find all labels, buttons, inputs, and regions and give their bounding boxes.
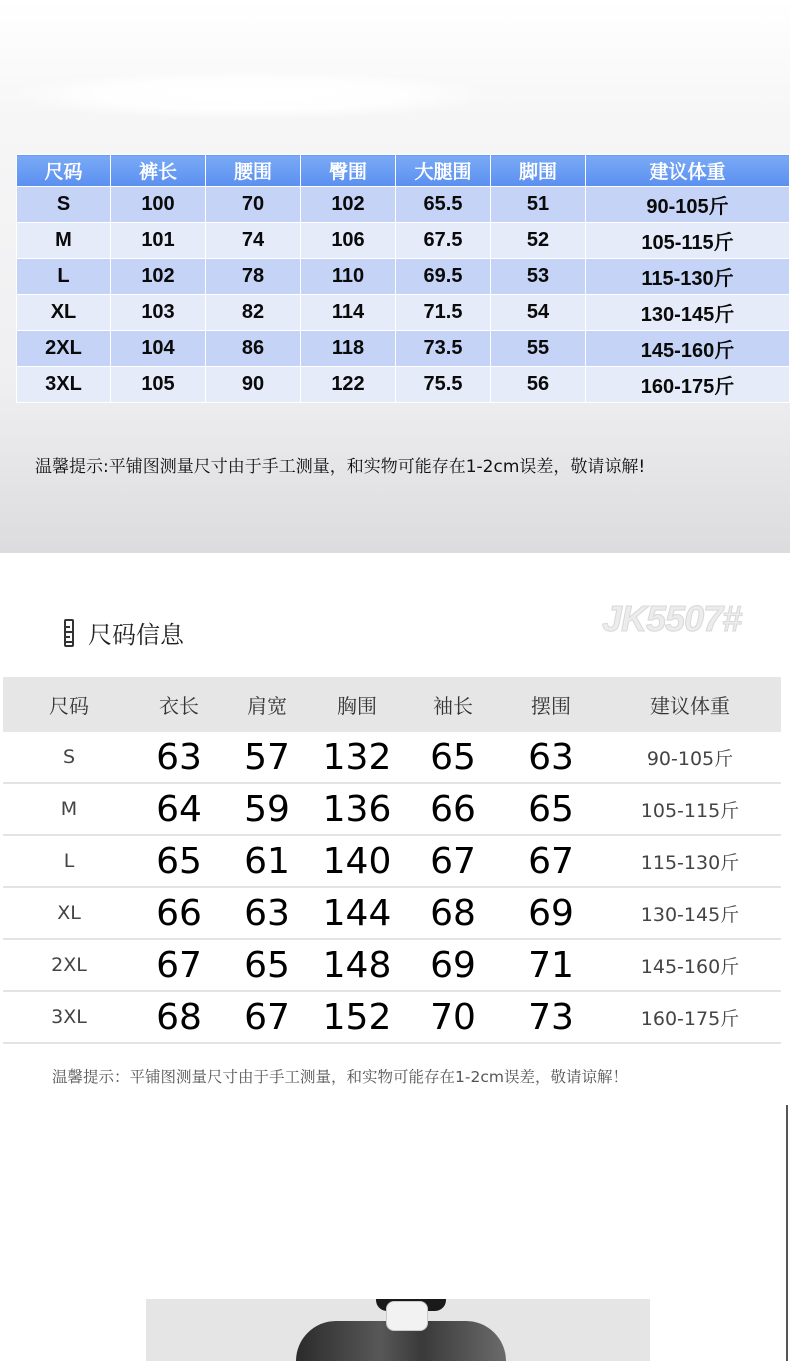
table-row <box>17 223 790 259</box>
table-row <box>17 259 790 295</box>
jacket-cell: 63 <box>223 887 311 939</box>
pants-cell: 110 <box>301 259 396 295</box>
product-code-watermark: JK5507# <box>602 598 742 639</box>
pants-cell: 90 <box>206 367 301 403</box>
jacket-cell: 69 <box>403 939 503 991</box>
pants-cell: 101 <box>111 223 206 259</box>
pants-cell: 130-145斤 <box>586 295 790 331</box>
pants-header-waist: 腰围 <box>206 155 301 187</box>
pants-cell: 145-160斤 <box>586 331 790 367</box>
pants-header-length: 裤长 <box>111 155 206 187</box>
table-row <box>17 331 790 367</box>
jacket-cell-size: XL <box>3 887 135 939</box>
jacket-header-row <box>3 677 781 732</box>
jacket-cell: 69 <box>503 887 599 939</box>
jacket-cell: 59 <box>223 783 311 835</box>
pants-cell: 2XL <box>17 331 111 367</box>
divider-line <box>786 1105 788 1361</box>
jacket-cell: 67 <box>503 835 599 887</box>
pants-cell: 105-115斤 <box>586 223 790 259</box>
pants-cell: 74 <box>206 223 301 259</box>
pants-header-hip: 臀围 <box>301 155 396 187</box>
pants-cell: 86 <box>206 331 301 367</box>
jacket-header-shoulder: 肩宽 <box>223 677 311 732</box>
jacket-cell: 63 <box>503 732 599 783</box>
pants-header-size: 尺码 <box>17 155 111 187</box>
pants-cell: L <box>17 259 111 295</box>
jacket-cell: 148 <box>311 939 403 991</box>
pants-cell: 70 <box>206 187 301 223</box>
pants-cell: 82 <box>206 295 301 331</box>
table-row <box>3 939 781 991</box>
pants-cell: 54 <box>491 295 586 331</box>
pants-measurement-note: 温馨提示:平铺图测量尺寸由于手工测量，和实物可能存在1-2cm误差，敬请谅解! <box>35 457 646 477</box>
pants-cell: 52 <box>491 223 586 259</box>
pants-cell: 75.5 <box>396 367 491 403</box>
pants-size-panel <box>0 0 790 553</box>
jacket-section-header <box>64 615 184 650</box>
pants-cell: M <box>17 223 111 259</box>
pants-cell: 118 <box>301 331 396 367</box>
pants-cell: 115-130斤 <box>586 259 790 295</box>
jacket-cell-weight: 115-130斤 <box>599 835 781 887</box>
jacket-cell: 67 <box>223 991 311 1043</box>
jacket-header-weight: 建议体重 <box>599 677 781 732</box>
jacket-cell: 140 <box>311 835 403 887</box>
jacket-cell: 66 <box>403 783 503 835</box>
jacket-cell: 63 <box>135 732 223 783</box>
jacket-cell: 71 <box>503 939 599 991</box>
jacket-cell-weight: 105-115斤 <box>599 783 781 835</box>
table-row <box>3 783 781 835</box>
pants-cell: 105 <box>111 367 206 403</box>
pants-cell: 78 <box>206 259 301 295</box>
pants-cell: 3XL <box>17 367 111 403</box>
jacket-cell: 61 <box>223 835 311 887</box>
pants-cell: XL <box>17 295 111 331</box>
jacket-cell: 67 <box>135 939 223 991</box>
jacket-cell-size: L <box>3 835 135 887</box>
blurred-header-area <box>20 72 480 118</box>
pants-cell: 73.5 <box>396 331 491 367</box>
table-row <box>3 732 781 783</box>
table-row <box>3 991 781 1043</box>
jacket-cell: 68 <box>403 887 503 939</box>
pants-cell: S <box>17 187 111 223</box>
jacket-cell: 68 <box>135 991 223 1043</box>
pants-header-thigh: 大腿围 <box>396 155 491 187</box>
pants-header-weight: 建议体重 <box>586 155 790 187</box>
jacket-measurement-note: 温馨提示：平铺图测量尺寸由于手工测量，和实物可能存在1-2cm误差，敬请谅解！ <box>52 1068 628 1086</box>
pants-cell: 71.5 <box>396 295 491 331</box>
pants-header-hem: 脚围 <box>491 155 586 187</box>
jacket-cell: 70 <box>403 991 503 1043</box>
pants-cell: 106 <box>301 223 396 259</box>
pants-cell: 67.5 <box>396 223 491 259</box>
table-row <box>17 295 790 331</box>
pants-size-table <box>16 154 790 403</box>
pants-cell: 103 <box>111 295 206 331</box>
ruler-icon <box>64 619 74 647</box>
pants-cell: 90-105斤 <box>586 187 790 223</box>
jacket-cell: 65 <box>503 783 599 835</box>
jacket-cell-weight: 90-105斤 <box>599 732 781 783</box>
jacket-size-table <box>3 677 781 1044</box>
pants-cell: 160-175斤 <box>586 367 790 403</box>
jacket-cell: 132 <box>311 732 403 783</box>
jacket-cell: 73 <box>503 991 599 1043</box>
photo-face-mask <box>386 1301 428 1331</box>
jacket-cell-size: 2XL <box>3 939 135 991</box>
jacket-header-hem: 摆围 <box>503 677 599 732</box>
pants-cell: 100 <box>111 187 206 223</box>
table-row <box>3 835 781 887</box>
pants-cell: 55 <box>491 331 586 367</box>
pants-cell: 102 <box>301 187 396 223</box>
pants-cell: 53 <box>491 259 586 295</box>
table-row <box>3 887 781 939</box>
jacket-cell: 66 <box>135 887 223 939</box>
jacket-header-length: 衣长 <box>135 677 223 732</box>
jacket-cell: 152 <box>311 991 403 1043</box>
jacket-cell: 136 <box>311 783 403 835</box>
pants-cell: 122 <box>301 367 396 403</box>
jacket-cell: 65 <box>223 939 311 991</box>
jacket-cell-size: S <box>3 732 135 783</box>
section-title: 尺码信息 <box>88 621 184 649</box>
product-photo <box>146 1299 650 1361</box>
jacket-cell: 65 <box>135 835 223 887</box>
pants-cell: 104 <box>111 331 206 367</box>
jacket-header-chest: 胸围 <box>311 677 403 732</box>
jacket-cell: 64 <box>135 783 223 835</box>
jacket-cell-weight: 130-145斤 <box>599 887 781 939</box>
jacket-cell: 57 <box>223 732 311 783</box>
jacket-cell: 144 <box>311 887 403 939</box>
jacket-header-size: 尺码 <box>3 677 135 732</box>
pants-cell: 69.5 <box>396 259 491 295</box>
pants-cell: 65.5 <box>396 187 491 223</box>
table-row <box>17 367 790 403</box>
jacket-cell: 65 <box>403 732 503 783</box>
jacket-header-sleeve: 袖长 <box>403 677 503 732</box>
jacket-cell-size: 3XL <box>3 991 135 1043</box>
pants-header-row <box>17 155 790 187</box>
table-row <box>17 187 790 223</box>
jacket-cell: 67 <box>403 835 503 887</box>
pants-cell: 51 <box>491 187 586 223</box>
jacket-cell-weight: 145-160斤 <box>599 939 781 991</box>
jacket-cell-size: M <box>3 783 135 835</box>
pants-cell: 56 <box>491 367 586 403</box>
pants-cell: 114 <box>301 295 396 331</box>
jacket-cell-weight: 160-175斤 <box>599 991 781 1043</box>
pants-cell: 102 <box>111 259 206 295</box>
